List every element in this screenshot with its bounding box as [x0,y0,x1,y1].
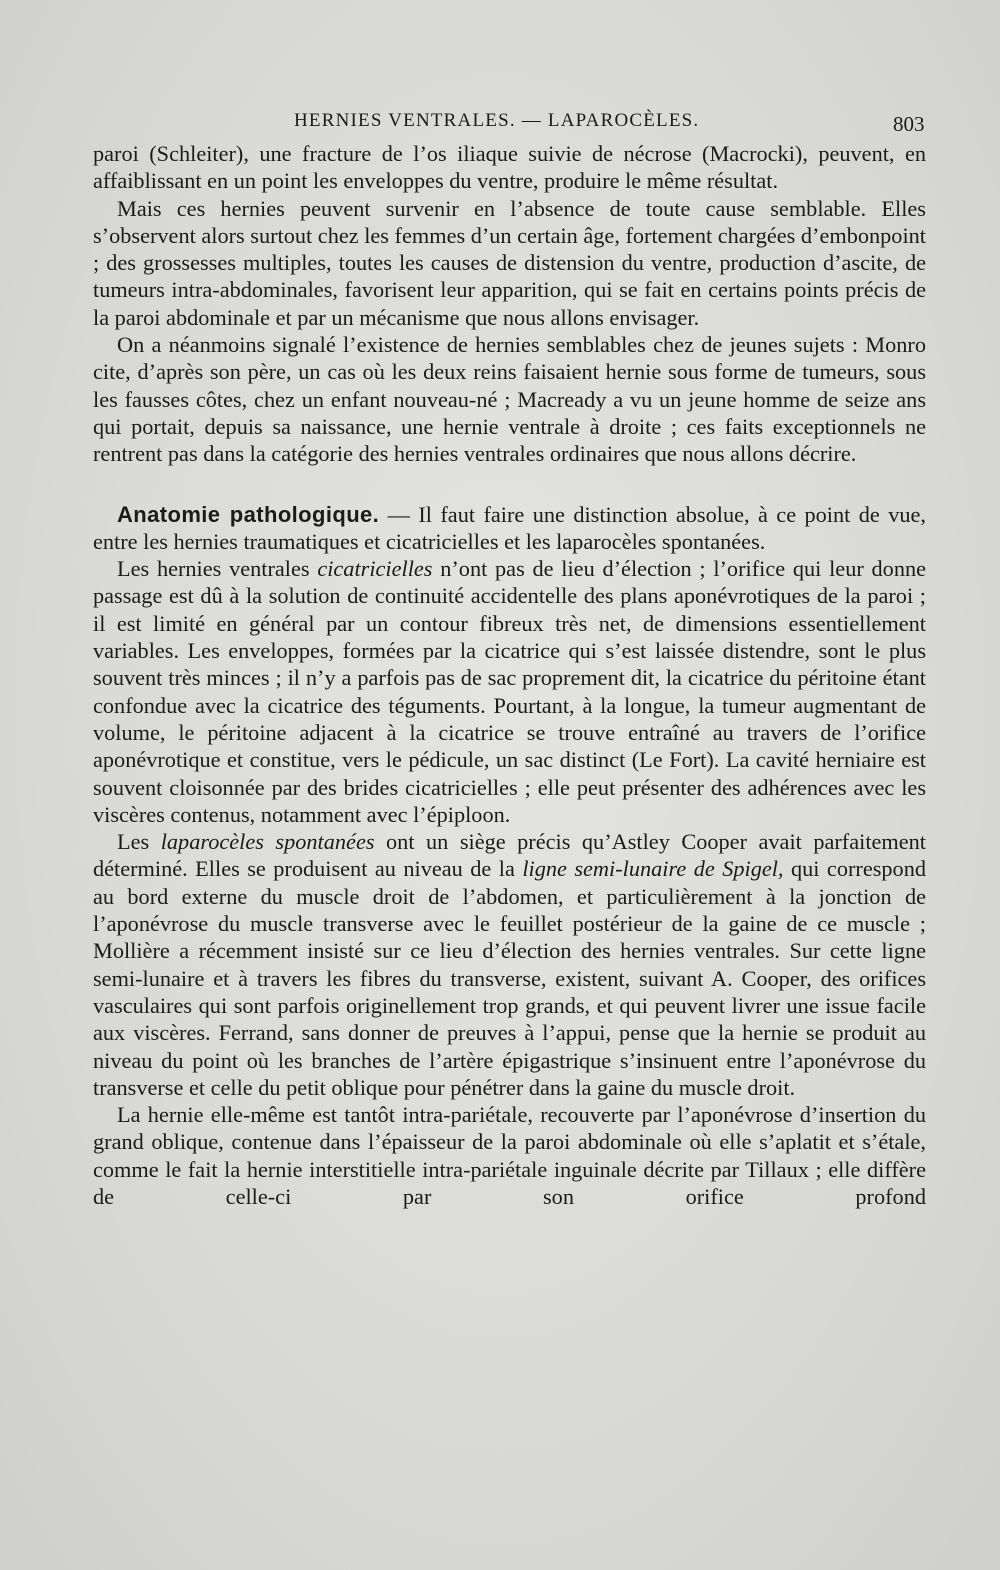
paragraph-5-rest: n’ont pas de lieu d’élection ; l’orifice qui leur donne passage est dû à la solution de continuité accidentelle des plans aponévrotiques de la paroi ; il est limité en général par un contour fibreux très net, de dimensions essentiellement variables. Les enveloppes, formées par la cicatrice qui s’est laissée distendre, sont le plus souvent très minces ; il n’y a parfois pas de sac proprement dit, la cicatrice du péritoine étant confondue avec la cicatrice des téguments. Pourtant, à la longue, la tumeur augmentant de volume, le péritoine adjacent à la cicatrice se trouve entraîné au travers de l’orifice aponévrotique et constitue, vers le pédicule, un sac distinct (Le Fort). La cavité herniaire est souvent cloisonnée par des brides cicatricielles ; elle peut présenter des adhérences avec les viscères contenus, notamment avec l’épiploon. [93,556,927,827]
paragraph-3: On a néanmoins signalé l’existence de hernies semblables chez de jeunes sujets : Monro cite, d’après son père, un cas où les deux reins faisaient hernie sous forme de tumeurs, sous les fausses côtes, chez un enfant nouveau-né ; Macready a vu un jeune homme de seize ans qui portait, depuis sa naissance, une hernie ventrale à droite ; ces faits exceptionnels ne rentrent pas dans la catégorie des hernies ventrales ordinaires que nous allons décrire. [93,332,926,467]
paragraph-6-middle: ont un siège précis qu’Astley Cooper avait parfaitement déterminé. Elles se produisent au niveau de la [93,829,927,882]
paragraph-2: Mais ces hernies peuvent survenir en l’absence de toute cause semblable. Elles s’observent alors surtout chez les femmes d’un certain âge, fortement chargées d’embonpoint ; des grossesses multiples, toutes les causes de distension du ventre, production d’ascite, de tumeurs intra-abdominales, favorisent leur apparition, qui se fait en certains points précis de la paroi abdominale et par un mécanisme que nous allons envisager. [93,195,926,330]
paragraph-6 [93,828,926,1101]
paragraph-4 [93,501,926,556]
paragraph-7: La hernie elle-même est tantôt intra-pariétale, recouverte par l’aponévrose d’insertion du grand oblique, contenue dans l’épaisseur de la paroi abdominale où elle s’aplatit et s’étale, comme le fait la hernie interstitielle intra-pariétale inguinale décrite par Tillaux ; elle diffère de celle-ci par son orifice profond [93,1102,926,1209]
paragraph-6-start: Les [117,829,161,855]
emphasis-ligne-semi-lunaire: ligne semi-lunaire de Spigel, [522,856,784,882]
paragraph-5-start: Les hernies ventrales [117,556,318,582]
paragraph-5 [93,555,926,828]
paragraph-1: paroi (Schleiter), une fracture de l’os iliaque suivie de nécrose (Macrocki), peuvent, en affaiblissant en un point les enveloppes du ventre, produire le même résultat. [93,141,926,194]
paragraph-6-rest: qui correspond au bord externe du muscle droit de l’abdomen, et particulièrement à la jonction de l’aponévrose du muscle transverse avec le feuillet postérieur de la gaine de ce muscle ; Mollière a récemment insisté sur ce lieu d’élection des hernies ventrales. Sur cette ligne semi-lunaire et à travers les fibres du transverse, existent, suivant A. Cooper, des orifices vasculaires qui sont parfois originellement trop grands, et qui peuvent livrer une issue facile aux viscères. Ferrand, sans donner de preuves à l’appui, pense que la hernie se produit au niveau du point où les branches de l’artère épigastrique s’insinuent entre l’aponévrose du transverse et celle du petit oblique pour pénétrer dans la gaine du muscle droit. [93,856,926,1100]
body-text [93,140,926,1210]
paragraph-4-text: — Il faut faire une distinction absolue, à ce point de vue, entre les hernies traumatiques et cicatricielles et les laparocèles spontanées. [93,501,926,554]
running-head-title: HERNIES VENTRALES. — LAPAROCÈLES. [294,110,700,131]
section-heading: Anatomie pathologique. [117,501,380,527]
running-head [0,110,1000,142]
emphasis-laparoceles-spontanees: laparocèles spontanées [160,829,375,855]
emphasis-cicatricielles: cicatricielles [317,556,433,582]
page-number: 803 [893,112,925,136]
